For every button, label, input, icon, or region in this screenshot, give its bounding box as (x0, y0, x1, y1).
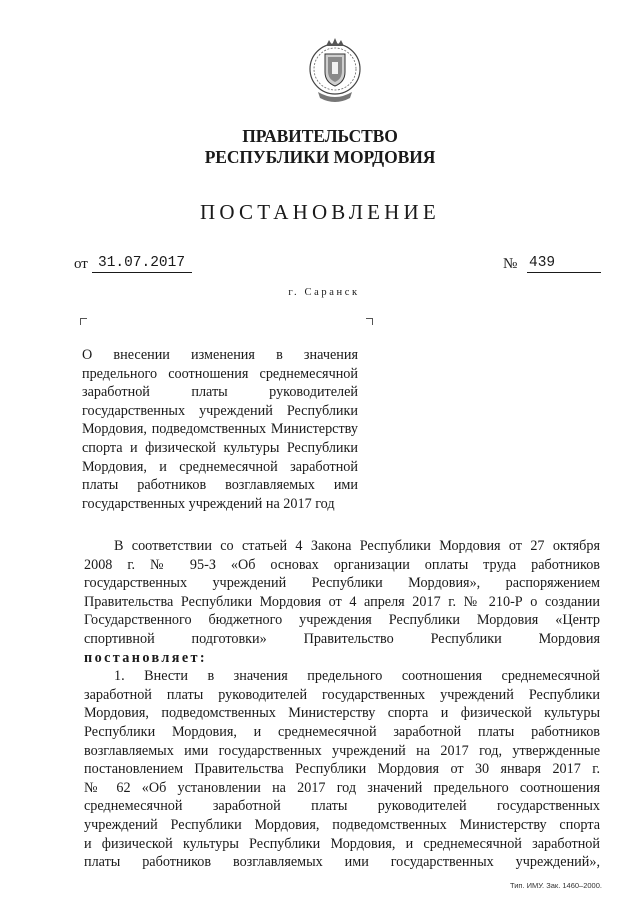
body-line: и физической культуры Республики Мордовия, и среднемесячной заработной (84, 835, 600, 852)
number-field (503, 255, 556, 273)
body-line: Республики Мордовия, и среднемесячной заработной платы работников (84, 723, 600, 740)
number-value: 439 (527, 255, 601, 273)
body-line: постановлением Правительства Республики Мордовия от 30 января 2017 г. (84, 761, 600, 778)
date-value: 31.07.2017 (92, 255, 192, 273)
body-line: возглавляемых ими государственных учреждений на 2017 год, утвержденные (84, 742, 600, 759)
body-line: 1. Внести в значения предельного соотношения среднемесячной (114, 668, 600, 685)
body-line: платы работников возглавляемых ими государственных учреждений», (84, 854, 600, 871)
resolves-word: постановляет: (84, 649, 208, 666)
city-name: г. Саранск (288, 287, 360, 298)
body-line: спортивной подготовки» Правительство Республики Мордовия (84, 630, 600, 647)
paragraph-preamble (84, 537, 600, 667)
government-name-line1: ПРАВИТЕЛЬСТВО (242, 126, 398, 146)
body-line: 2008 г. № 95-З «Об основах организации оплаты труда работников (84, 556, 600, 573)
body-line: Правительства Республики Мордовия от 4 апреля 2017 г. № 210-Р о создании (84, 593, 600, 610)
body-line: В соответствии со статьей 4 Закона Республики Мордовия от 27 октября (114, 538, 600, 554)
government-name-line2: РЕСПУБЛИКИ МОРДОВИЯ (204, 147, 436, 167)
body-line: № 62 «Об установлении на 2017 год значений предельного соотношения (84, 779, 600, 796)
body-line: учреждений Республики Мордовия, подведомственных Министерству спорта (84, 816, 600, 833)
coat-of-arms-icon (306, 36, 364, 106)
number-label: № (503, 256, 518, 272)
date-label: от (74, 256, 88, 272)
document-subject: О внесении изменения в значения предельного соотношения среднемесячной заработной платы руководителей государственных учреждений Республики Мордовия, подведомственных Министерству спорта и физической культуры Республики Мордовия, и среднемесячной заработной платы работников возглавляемых ими государственных учреждений на 2017 год (82, 347, 358, 512)
body-line: государственных учреждений Республики Мордовия», распоряжением (84, 575, 600, 592)
subject-corner-mark-right (366, 318, 373, 325)
body-line: Мордовия, подведомственных Министерству спорта и физической культуры (84, 705, 600, 722)
paragraph-item-1 (84, 667, 600, 872)
subject-corner-mark-left (80, 318, 87, 325)
document-body (84, 537, 600, 872)
date-field (74, 255, 186, 273)
print-footer: Тип. ИМУ. Зак. 1460–2000. (509, 881, 602, 890)
body-line: заработной платы руководителей государственных учреждений Республики (84, 686, 600, 703)
document-type-title: ПОСТАНОВЛЕНИЕ (200, 200, 440, 224)
body-line: среднемесячной заработной платы руководителей государственных (84, 798, 600, 815)
body-line: Государственного бюджетного учреждения Республики Мордовия «Центр (84, 612, 600, 629)
